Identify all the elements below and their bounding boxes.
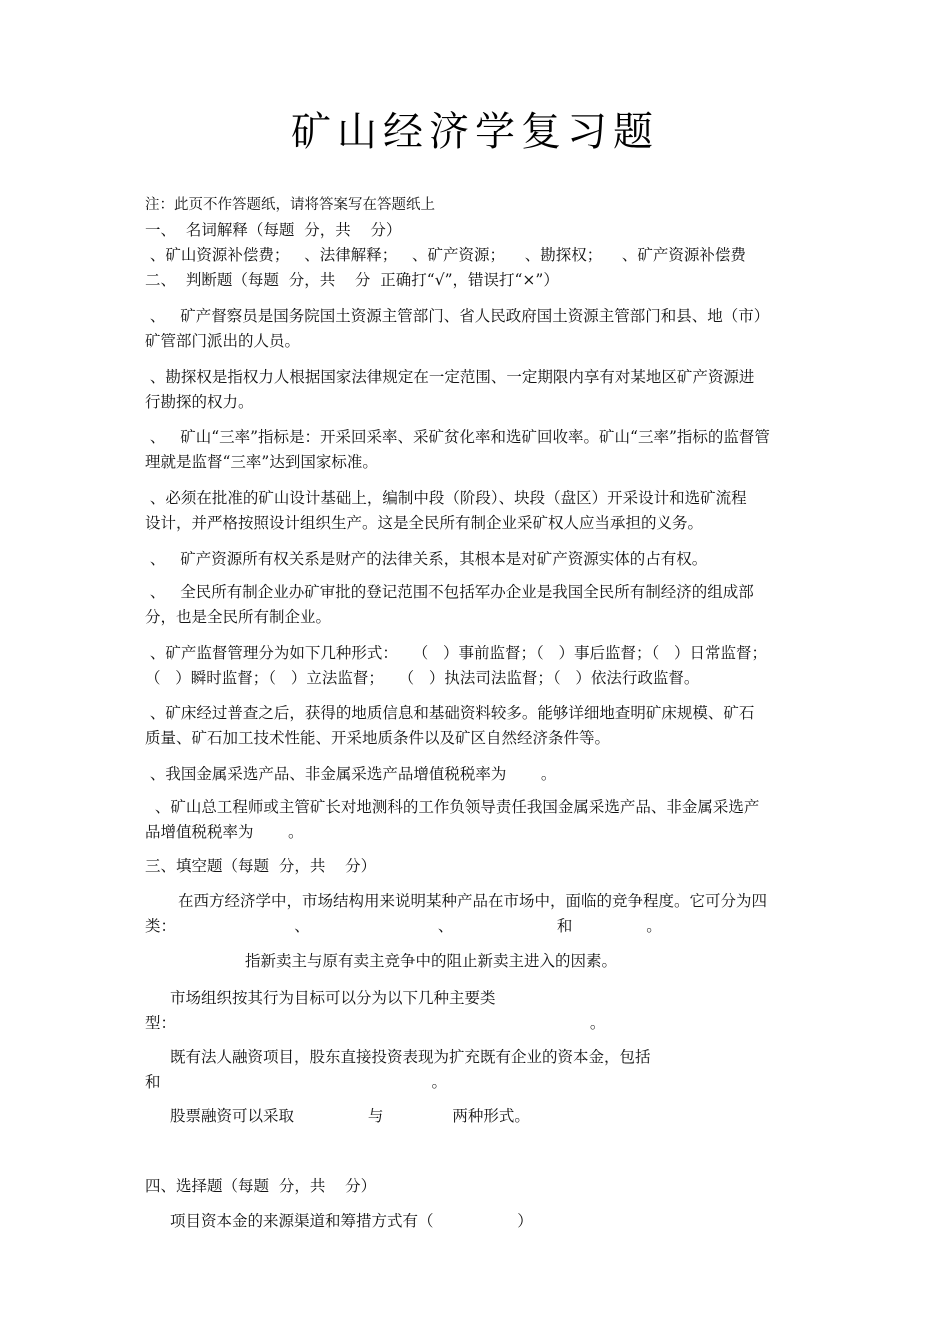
judge-item-1-line1: 、 矿产督察员是国务院国土资源主管部门、省人民政府国土资源主管部门和县、地（市）	[145, 307, 770, 325]
fill-q1-line1: 在西方经济学中，市场结构用来说明某种产品在市场中，面临的竞争程度。它可分为四	[178, 892, 768, 910]
page-title: 矿山经济学复习题	[291, 109, 659, 155]
note-text: 注：此页不作答题纸，请将答案写在答题纸上	[145, 197, 435, 213]
judge-item-9-line1: 、我国金属采选产品、非金属采选产品增值税税率为 。	[145, 765, 557, 783]
fill-q5-line1: 股票融资可以采取 与 两种形式。	[170, 1107, 530, 1125]
fill-q4-line2: 和 。	[145, 1073, 447, 1091]
judge-item-10-line1: 、矿山总工程师或主管矿长对地测科的工作负领导责任我国金属采选产品、非金属采选产	[145, 798, 760, 816]
judge-item-8-line1: 、矿床经过普查之后，获得的地质信息和基础资料较多。能够详细地查明矿床规模、矿石	[145, 704, 755, 722]
section1-heading: 一、 名词解释（每题 分，共 分）	[145, 221, 402, 239]
judge-item-7-line2: （ ）瞬时监督；（ ）立法监督； （ ）执法司法监督；（ ）依法行政监督。	[145, 669, 700, 687]
judge-item-2-line2: 行勘探的权力。	[145, 393, 254, 411]
fill-q4-line1: 既有法人融资项目，股东直接投资表现为扩充既有企业的资本金，包括	[170, 1048, 651, 1066]
fill-q3-line1: 市场组织按其行为目标可以分为以下几种主要类	[170, 989, 496, 1007]
section2-heading: 二、 判断题（每题 分，共 分 正确打“√”，错误打“×”）	[145, 271, 559, 289]
judge-item-2-line1: 、勘探权是指权力人根据国家法律规定在一定范围、一定期限内享有对某地区矿产资源进	[145, 368, 755, 386]
judge-item-6-line1: 、 全民所有制企业办矿审批的登记范围不包括军办企业是我国全民所有制经济的组成部	[145, 583, 754, 601]
section4-heading: 四、选择题（每题 分，共 分）	[145, 1177, 377, 1195]
judge-item-6-line2: 分，也是全民所有制企业。	[145, 608, 332, 626]
choice-q1-line1: 项目资本金的来源渠道和筹措方式有（ ）	[170, 1212, 533, 1230]
judge-item-3-line1: 、 矿山“三率”指标是：开采回采率、采矿贫化率和选矿回收率。矿山“三率”指标的监督管	[145, 428, 770, 446]
judge-item-3-line2: 理就是监督“三率”达到国家标准。	[145, 453, 378, 471]
fill-q1-line2: 类： 、 、 和 。	[145, 917, 662, 935]
judge-item-4-line1: 、必须在批准的矿山设计基础上，编制中段（阶段）、块段（盘区）开采设计和选矿流程	[145, 489, 747, 507]
section1-terms: 、矿山资源补偿费； 、法律解释； 、矿产资源； 、勘探权； 、矿产资源补偿费	[145, 246, 746, 264]
judge-item-7-line1: 、矿产监督管理分为如下几种形式： （ ）事前监督；（ ）事后监督；（ ）日常监督；	[145, 644, 768, 662]
judge-item-10-line2: 品增值税税率为 。	[145, 823, 304, 841]
judge-item-5-line1: 、 矿产资源所有权关系是财产的法律关系，其根本是对矿产资源实体的占有权。	[145, 550, 708, 568]
section3-heading: 三、填空题（每题 分，共 分）	[145, 857, 377, 875]
fill-q3-line2: 型： 。	[145, 1014, 606, 1032]
judge-item-8-line2: 质量、矿石加工技术性能、开采地质条件以及矿区自然经济条件等。	[145, 729, 611, 747]
judge-item-4-line2: 设计，并严格按照设计组织生产。这是全民所有制企业采矿权人应当承担的义务。	[145, 514, 704, 532]
judge-item-1-line2: 矿管部门派出的人员。	[145, 332, 301, 350]
fill-q2-line1: 指新卖主与原有卖主竞争中的阻止新卖主进入的因素。	[245, 952, 618, 970]
